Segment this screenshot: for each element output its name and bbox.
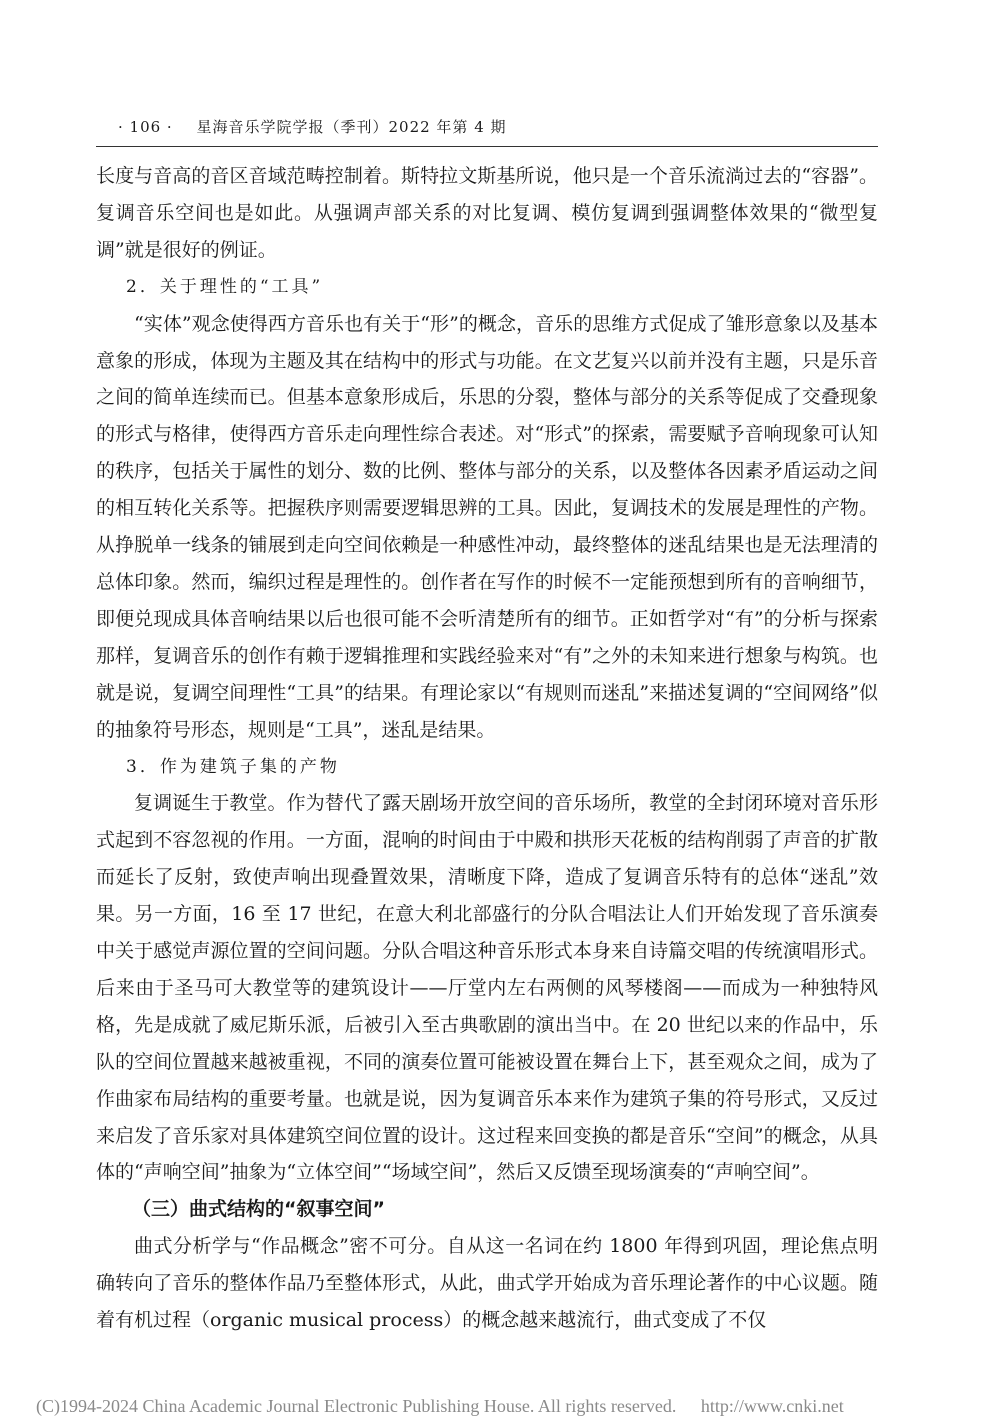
paragraph-1: 长度与音高的音区音域范畴控制着。斯特拉文斯基所说，他只是一个音乐流淌过去的“容器”。复调音乐空间也是如此。从强调声部关系的对比复调、模仿复调到强调整体效果的“微型复调”就是很好的例证。 <box>96 165 878 261</box>
journal-title: 星海音乐学院学报（季刊）2022 年第 4 期 <box>196 118 507 136</box>
page-number: · 106 · <box>118 118 173 136</box>
subheading-2: 2．关于理性的“工具” <box>126 276 324 297</box>
subheading-3: 3．作为建筑子集的产物 <box>126 756 340 777</box>
running-header <box>118 116 507 137</box>
paragraph-4: 曲式分析学与“作品概念”密不可分。自从这一名词在约 1800 年得到巩固，理论焦点明确转向了音乐的整体作品乃至整体形式，从此，曲式学开始成为音乐理论著作的中心议题。随着有机过程（organic musical process）的概念越来越流行，曲式变成了不仅 <box>96 1235 878 1332</box>
paragraph-3: 复调诞生于教堂。作为替代了露天剧场开放空间的音乐场所，教堂的全封闭环境对音乐形式起到不容忽视的作用。一方面，混响的时间由于中殿和拱形天花板的结构削弱了声音的扩散而延长了反射，致使声响出现叠置效果，清晰度下降，造成了复调音乐特有的总体“迷乱”效果。另一方面，16 至 17 世纪，在意大利北部盛行的分队合唱法让人们开始发现了音乐演奏中关于感觉声源位置的空间问题。分队合唱这种音乐形式本身来自诗篇交唱的传统演唱形式。后来由于圣马可大教堂等的建筑设计——厅堂内左右两侧的风琴楼阁——而成为一种独特风格，先是成就了威尼斯乐派，后被引入至古典歌剧的演出当中。在 20 世纪以来的作品中，乐队的空间位置越来越被重视，不同的演奏位置可能被设置在舞台上下，甚至观众之间，成为了作曲家布局结构的重要考量。也就是说，因为复调音乐本来作为建筑子集的符号形式，又反过来启发了音乐家对具体建筑空间位置的设计。这过程来回变换的都是音乐“空间”的概念，从具体的“声响空间”抽象为“立体空间”“场域空间”，然后又反馈至现场演奏的“声响空间”。 <box>96 792 878 1184</box>
paragraph-2: “实体”观念使得西方音乐也有关于“形”的概念，音乐的思维方式促成了雏形意象以及基本意象的形成，体现为主题及其在结构中的形式与功能。在文艺复兴以前并没有主题，只是乐音之间的简单连续而已。但基本意象形成后，乐思的分裂，整体与部分的关系等促成了交叠现象的形式与格律，使得西方音乐走向理性综合表述。对“形式”的探索，需要赋予音响现象可认知的秩序，包括关于属性的划分、数的比例、整体与部分的关系，以及整体各因素矛盾运动之间的相互转化关系等。把握秩序则需要逻辑思辨的工具。因此，复调技术的发展是理性的产物。从挣脱单一线条的铺展到走向空间依赖是一种感性冲动，最终整体的迷乱结果也是无法理清的总体印象。然而，编织过程是理性的。创作者在写作的时候不一定能预想到所有的音响细节，即便兑现成具体音响结果以后也很可能不会听清楚所有的细节。正如哲学对“有”的分析与探索那样，复调音乐的创作有赖于逻辑推理和实践经验来对“有”之外的未知来进行想象与构筑。也就是说，复调空间理性“工具”的结果。有理论家以“有规则而迷乱”来描述复调的“空间网络”似的抽象符号形态，规则是“工具”，迷乱是结果。 <box>96 312 878 741</box>
article-body <box>96 158 878 1339</box>
cnki-link[interactable]: http://www.cnki.net <box>700 1396 844 1416</box>
header-rule <box>96 146 878 147</box>
copyright-footer <box>36 1396 844 1417</box>
section-heading: （三）曲式结构的“叙事空间” <box>132 1198 385 1221</box>
copyright-text: (C)1994-2024 China Academic Journal Electronic Publishing House. All rights reserved. <box>36 1396 677 1416</box>
